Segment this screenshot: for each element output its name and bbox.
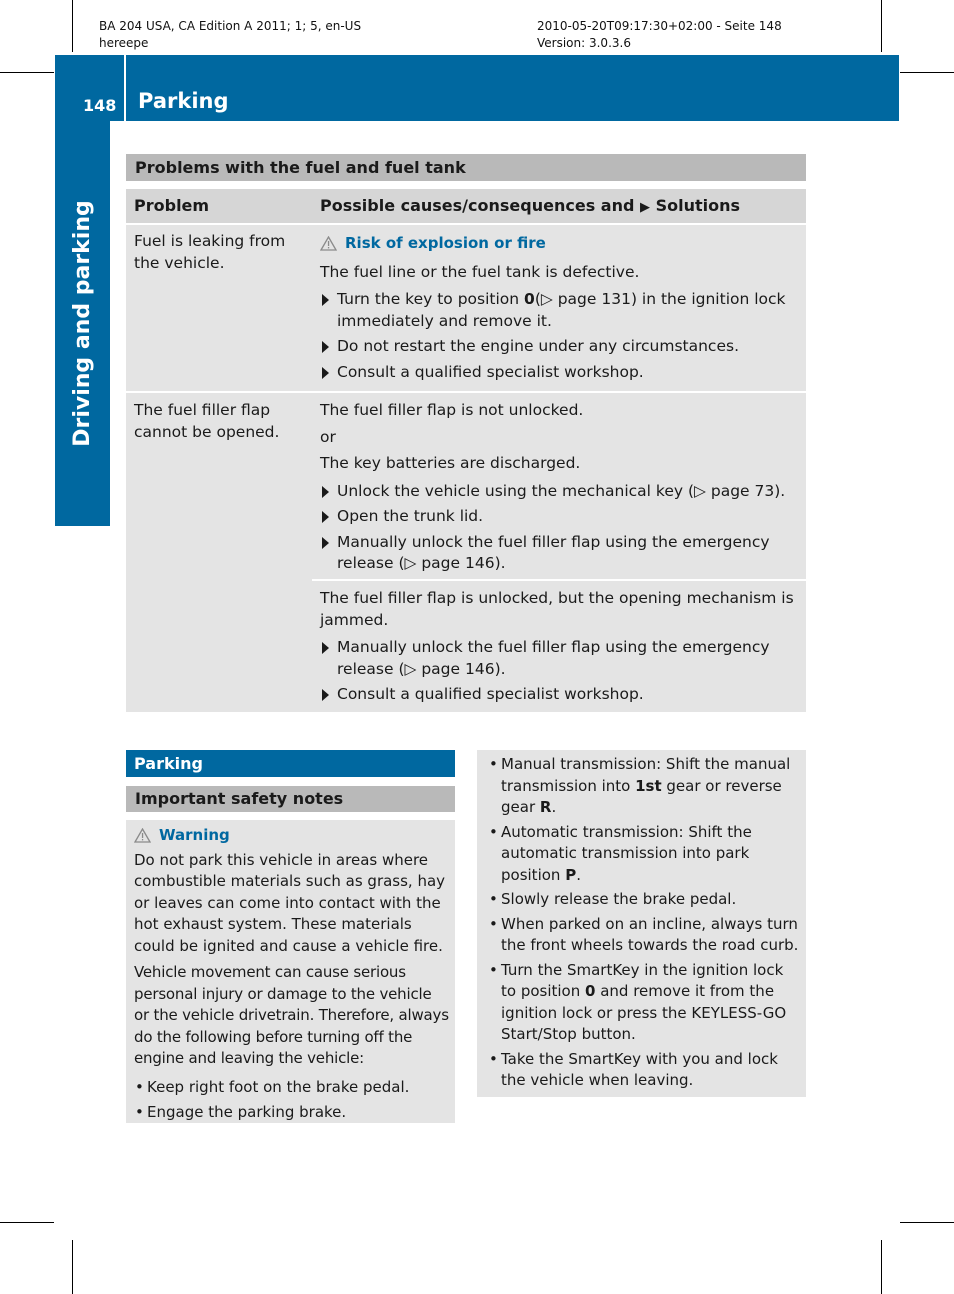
item-bold: 1st: [635, 776, 662, 795]
crop-mark: [0, 72, 54, 73]
list-item: [488, 822, 800, 887]
crop-mark: [881, 1240, 882, 1294]
item-bold: R: [539, 798, 552, 816]
section-title-parking: Parking: [126, 750, 455, 777]
step-text: Turn the key to position: [337, 290, 525, 308]
solution-cell: [312, 581, 806, 712]
warning-heading: [320, 233, 800, 255]
cause-text: The key batteries are discharged.: [320, 454, 581, 472]
warning-paragraph: Do not park this vehicle in areas where combustible materials such as grass, hay or leaves can come into contact with the hot exhaust system. These materials could be ignited and cause a vehicle fire.: [134, 850, 446, 955]
meta-text: 2010-05-20T09:17:30+02:00 - Seite 148: [537, 19, 782, 33]
list-item: [488, 754, 800, 819]
warning-paragraph: Vehicle movement can cause serious personal injury or damage to the vehicle or the vehicle drivetrain. Therefore, always do the following before turning off the engine and leaving the vehicle:: [134, 963, 449, 1067]
cause-text: The fuel filler flap is not unlocked.: [320, 401, 584, 419]
crop-mark: [900, 72, 954, 73]
meta-text: BA 204 USA, CA Edition A 2011; 1; 5, en-US: [99, 19, 362, 33]
chapter-title: Driving and parking: [70, 200, 95, 447]
print-meta-right: [537, 18, 782, 52]
item-text: Automatic transmission: Shift the automatic transmission into park position: [501, 822, 752, 884]
crop-mark: [72, 1240, 73, 1294]
item-text: gear or reverse gear: [501, 776, 782, 816]
solution-step: Open the trunk lid.: [320, 506, 800, 528]
item-text: .: [576, 865, 581, 884]
chapter-side-tab: [55, 121, 110, 526]
item-text: Turn the SmartKey in the ignition lock to position: [501, 960, 784, 1000]
subsection-title-safety: Important safety notes: [126, 786, 455, 812]
solution-cell: [312, 393, 806, 579]
solution-step: [320, 289, 800, 332]
warning-triangle-icon: [134, 828, 151, 843]
solution-step: Do not restart the engine under any circumstances.: [320, 336, 800, 358]
crop-mark: [900, 1222, 954, 1223]
page-number: 148: [83, 96, 117, 115]
list-item: • When parked on an incline, always turn the front wheels towards the road curb.: [488, 914, 800, 957]
section-title-fuel: Problems with the fuel and fuel tank: [126, 154, 806, 181]
item-text: .: [551, 798, 557, 816]
list-item: • Slowly release the brake pedal.: [488, 889, 800, 911]
item-bold: 0: [585, 982, 596, 1000]
warning-heading: [134, 825, 449, 847]
problem-cell: [126, 393, 312, 712]
solution-step: Manually unlock the fuel filler flap using the emergency release (▷ page 146).: [320, 532, 800, 575]
header-divider: [124, 55, 126, 121]
meta-text: hereepe: [99, 36, 149, 50]
crop-mark: [72, 0, 73, 52]
problem-text: The fuel filler flap cannot be opened.: [134, 401, 280, 441]
solution-step: Consult a qualified specialist workshop.: [320, 362, 800, 384]
warning-box: [126, 820, 455, 1123]
item-text: and remove it from the ignition lock or press the KEYLESS-GO Start/Stop button.: [501, 982, 787, 1043]
cause-text: The fuel filler flap is unlocked, but the opening mechanism is jammed.: [320, 589, 794, 629]
problem-text: Fuel is leaking from the vehicle.: [134, 232, 286, 272]
causes-label: Possible causes/consequences and: [320, 196, 635, 215]
arrow-icon: ▶: [640, 200, 650, 215]
cause-text: The fuel line or the fuel tank is defective.: [320, 262, 640, 281]
list-item: • Take the SmartKey with you and lock the vehicle when leaving.: [488, 1049, 800, 1092]
crop-mark: [881, 0, 882, 52]
solutions-label: Solutions: [655, 196, 741, 215]
list-item: • Engage the parking brake.: [134, 1102, 449, 1124]
solution-step: Manually unlock the fuel filler flap using the emergency release (▷ page 146).: [320, 637, 800, 680]
warning-text: Warning: [159, 826, 230, 844]
page-title: Parking: [138, 89, 229, 113]
item-bold: P: [565, 865, 577, 884]
solution-cell: [312, 225, 806, 391]
meta-text: Version: 3.0.3.6: [537, 36, 631, 50]
solution-step: Unlock the vehicle using the mechanical key (▷ page 73).: [320, 481, 800, 503]
warning-text: Risk of explosion or fire: [345, 234, 546, 252]
warning-triangle-icon: [320, 236, 337, 251]
column-header-causes: [312, 189, 806, 223]
list-item: [488, 960, 800, 1046]
warning-box-continued: [477, 750, 806, 1097]
step-bold: 0: [524, 290, 535, 308]
step-text: (▷ page 131) in the ignition lock immediately and remove it.: [337, 290, 786, 330]
item-text: Manual transmission: Shift the manual transmission into: [501, 755, 791, 795]
column-header-problem: Problem: [126, 189, 312, 223]
solution-step: Consult a qualified specialist workshop.: [320, 684, 800, 706]
print-meta-left: [99, 18, 361, 52]
list-item: • Keep right foot on the brake pedal.: [134, 1077, 449, 1099]
crop-mark: [0, 1222, 54, 1223]
problem-cell: [126, 225, 312, 391]
or-text: or: [320, 427, 336, 446]
